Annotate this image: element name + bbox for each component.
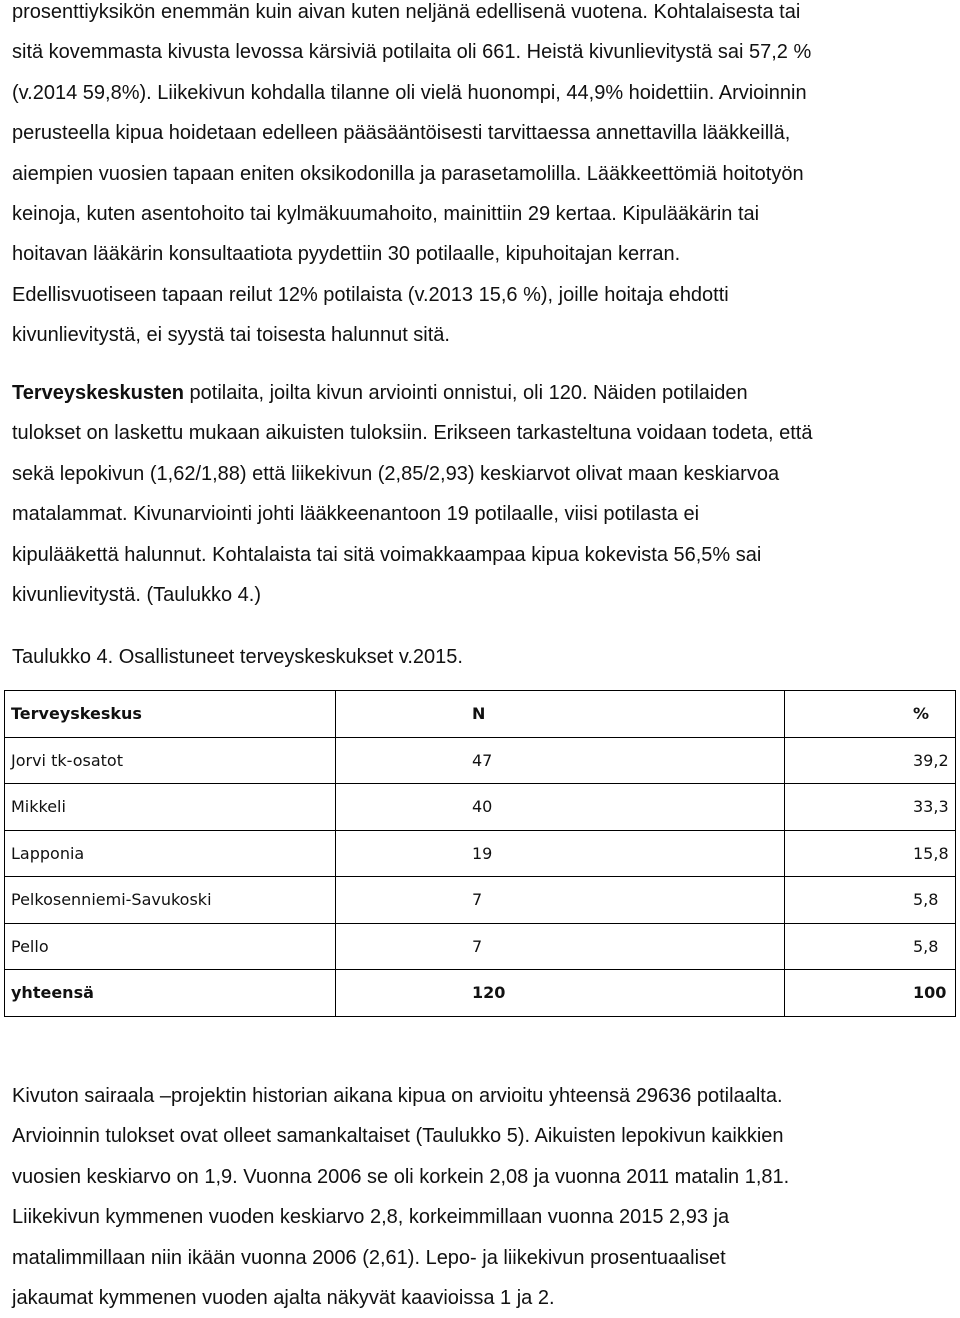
header-cell-percent: % [785,691,956,738]
text-line: Edellisvuotiseen tapaan reilut 12% potilaista (v.2013 15,6 %), joille hoitaja ehdotti [12,283,729,306]
text-line: kivunlievitystä. (Taulukko 4.) [12,583,261,606]
total-cell-label: yhteensä [5,970,336,1017]
text-line: Liikekivun kymmenen vuoden keskiarvo 2,8, korkeimmillaan vuonna 2015 2,93 ja [12,1206,730,1229]
health-centers-table [4,690,956,1017]
bold-term: Terveyskeskusten [12,382,184,404]
header-cell-n: N [336,691,785,738]
table-header-row [5,691,956,738]
cell-percent: 15,8 [785,830,956,877]
text-line: aiempien vuosien tapaan eniten oksikodonilla ja parasetamolilla. Lääkkeettömiä hoitotyön [12,162,804,185]
cell-center: Mikkeli [5,784,336,831]
cell-percent: 39,2 [785,737,956,784]
text-line: sekä lepokivun (1,62/1,88) että liikekivun (2,85/2,93) keskiarvot olivat maan keskiarvoa [12,462,780,485]
paragraph-health-centers [12,373,812,615]
table-row [5,923,956,970]
table-container [4,690,956,1017]
text-line: (v.2014 59,8%). Liikekivun kohdalla tilanne oli vielä huonompi, 44,9% hoidettiin. Arvioinnin [12,81,807,104]
cell-n: 47 [336,737,785,784]
text-line: kivunlievitystä, ei syystä tai toisesta halunnut sitä. [12,324,450,347]
text-line: prosenttiyksikön enemmän kuin aivan kuten neljänä edellisenä vuotena. Kohtalaisesta tai [12,1,801,23]
text-line: Arvioinnin tulokset ovat olleet samankaltaiset (Taulukko 5). Aikuisten lepokivun kaikkien [12,1125,784,1148]
total-cell-percent: 100 [785,970,956,1017]
total-cell-n: 120 [336,970,785,1017]
table-caption: Taulukko 4. Osallistuneet terveyskeskukset v.2015. [12,646,463,668]
text-line: keinoja, kuten asentohoito tai kylmäkuumahoito, mainittiin 29 kertaa. Kipulääkärin tai [12,202,760,225]
table-row [5,737,956,784]
text-line: vuosien keskiarvo on 1,9. Vuonna 2006 se oli korkein 2,08 ja vuonna 2011 matalin 1,81. [12,1165,790,1188]
cell-n: 40 [336,784,785,831]
text-line: sitä kovemmasta kivusta levossa kärsiviä potilaita oli 661. Heistä kivunlievitystä sai 57,2 % [12,41,812,64]
cell-center: Jorvi tk-osatot [5,737,336,784]
cell-center: Pelkosenniemi-Savukoski [5,877,336,924]
text-line: hoitavan lääkärin konsultaatiota pyydettiin 30 potilaalle, kipuhoitajan kerran. [12,243,681,266]
text-line: Kivuton sairaala –projektin historian aikana kipua on arvioitu yhteensä 29636 potilaalta. [12,1085,783,1107]
table-row [5,877,956,924]
header-cell-center: Terveyskeskus [5,691,336,738]
cell-center: Pello [5,923,336,970]
text-line [12,373,812,413]
text-line: tulokset on laskettu mukaan aikuisten tuloksiin. Erikseen tarkasteltuna voidaan todeta, että [12,422,813,445]
table-row [5,830,956,877]
paragraph-pain-treatment [12,0,811,356]
text-run: potilaita, joilta kivun arviointi onnistui, oli 120. Näiden potilaiden [183,382,748,404]
cell-percent: 5,8 [785,923,956,970]
text-line: matalammat. Kivunarviointi johti lääkkeenantoon 19 potilaalle, viisi potilasta ei [12,503,700,526]
cell-n: 7 [336,877,785,924]
text-line: jakaumat kymmenen vuoden ajalta näkyvät kaavioissa 1 ja 2. [12,1286,555,1309]
text-line: kipulääkettä halunnut. Kohtalaista tai sitä voimakkaampaa kipua kokevista 56,5% sai [12,543,762,566]
table-total-row [5,970,956,1017]
cell-n: 19 [336,830,785,877]
cell-n: 7 [336,923,785,970]
text-line: perusteella kipua hoidetaan edelleen pääsääntöisesti tarvittaessa annettavilla lääkkeillä, [12,122,791,145]
table-row [5,784,956,831]
text-line: matalimmillaan niin ikään vuonna 2006 (2,61). Lepo- ja liikekivun prosentuaaliset [12,1246,726,1269]
cell-percent: 5,8 [785,877,956,924]
paragraph-project-history [12,1076,789,1318]
cell-percent: 33,3 [785,784,956,831]
cell-center: Lapponia [5,830,336,877]
